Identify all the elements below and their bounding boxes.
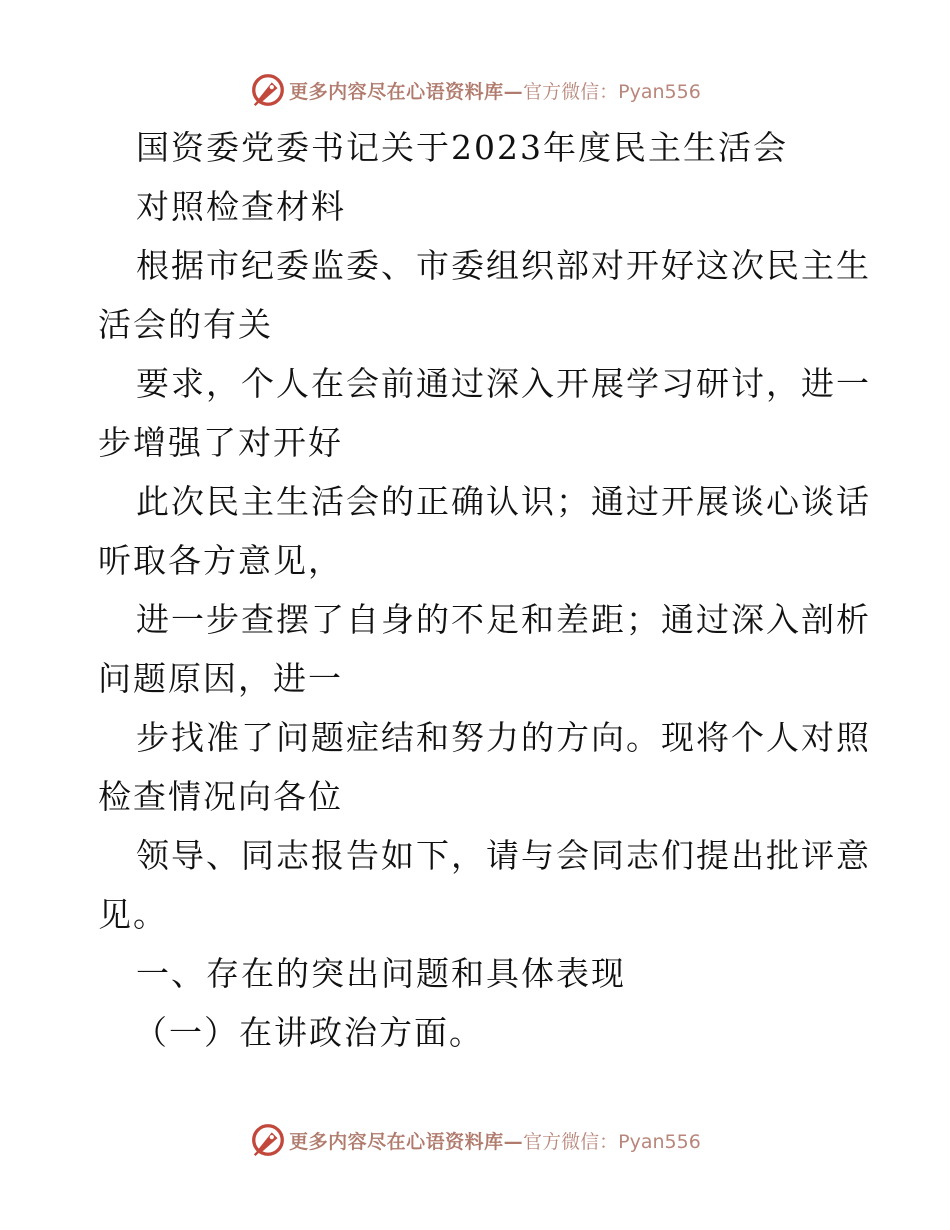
paragraph-line: 问题原因，进一 <box>98 659 343 698</box>
document-title-line-1: 国资委党委书记关于2023年度民主生活会 <box>136 128 788 167</box>
paragraph-line: 要求，个人在会前通过深入开展学习研讨，进一 <box>136 364 871 403</box>
header-watermark <box>0 68 950 112</box>
paragraph-line: 检查情况向各位 <box>98 777 343 816</box>
pen-logo-icon <box>249 1121 287 1159</box>
paragraph-line: 活会的有关 <box>98 305 273 344</box>
paragraph-line: 领导、同志报告如下，请与会同志们提出批评意 <box>136 836 871 875</box>
footer-watermark <box>0 1118 950 1162</box>
watermark-contact: 官方微信：Pyan556 <box>523 1130 701 1153</box>
document-title-line-2: 对照检查材料 <box>136 187 346 226</box>
watermark-text: 更多内容尽在心语资料库— <box>289 1130 524 1153</box>
paragraph-line: 见。 <box>98 895 168 934</box>
paragraph-line: 步增强了对开好 <box>98 423 343 462</box>
paragraph-line: 步找准了问题症结和努力的方向。现将个人对照 <box>136 718 871 757</box>
subsection-heading: （一）在讲政治方面。 <box>134 1013 484 1052</box>
pen-logo-icon <box>249 71 287 109</box>
watermark-text: 更多内容尽在心语资料库— <box>289 80 524 103</box>
document-body <box>98 118 871 1062</box>
paragraph-line: 此次民主生活会的正确认识；通过开展谈心谈话 <box>136 482 871 521</box>
paragraph-line: 进一步查摆了自身的不足和差距；通过深入剖析 <box>136 600 871 639</box>
watermark-contact: 官方微信：Pyan556 <box>523 80 701 103</box>
section-heading: 一、存在的突出问题和具体表现 <box>136 954 626 993</box>
paragraph-line: 根据市纪委监委、市委组织部对开好这次民主生 <box>136 246 871 285</box>
paragraph-line: 听取各方意见， <box>98 541 343 580</box>
